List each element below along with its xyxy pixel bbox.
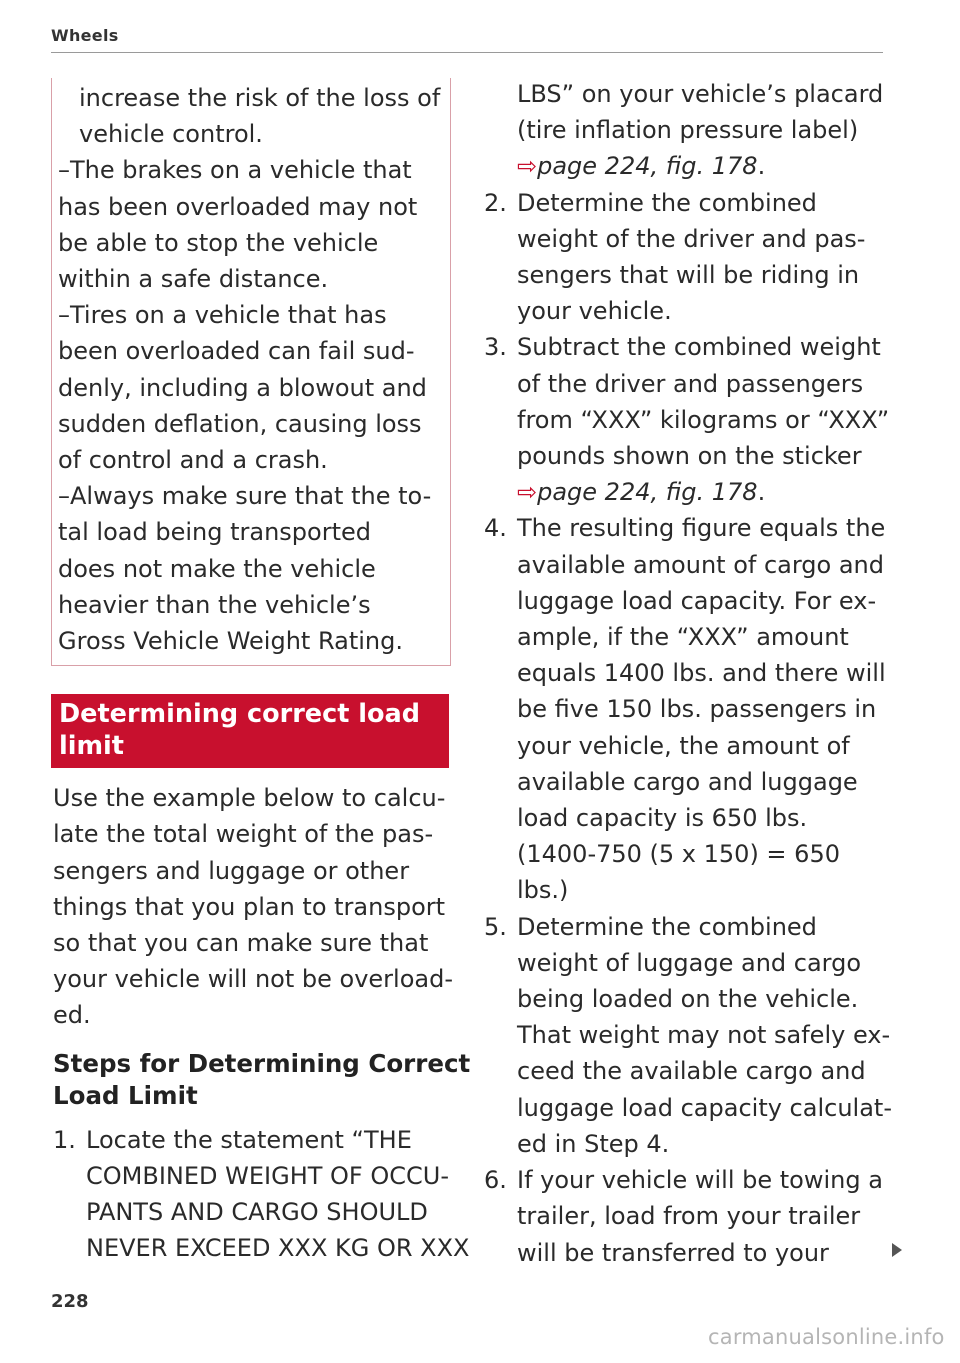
page-reference-text: page 224, fig. 178 bbox=[537, 478, 758, 507]
warning-item-line: –Tires on a vehicle that has bbox=[58, 301, 387, 330]
step-line: load capacity is 650 lbs. bbox=[517, 804, 808, 833]
step-1-continued bbox=[484, 76, 904, 185]
step-line: available amount of cargo and bbox=[517, 550, 884, 579]
step-line: The resulting figure equals the bbox=[517, 514, 886, 543]
warning-item-brakes bbox=[52, 152, 450, 297]
warning-item-line: –Always make sure that the to- bbox=[58, 482, 432, 511]
paragraph-line: late the total weight of the pas- bbox=[53, 820, 434, 849]
arrow-right-icon: ⇨ bbox=[517, 478, 538, 507]
page-reference[interactable] bbox=[517, 474, 904, 510]
step-number: 4. bbox=[484, 514, 507, 543]
paragraph-line: Use the example below to calcu- bbox=[53, 784, 446, 813]
warning-item-line: of control and a crash. bbox=[58, 446, 328, 475]
warning-item-line: been overloaded can fail sud- bbox=[58, 337, 415, 366]
step-line: ceed the available cargo and bbox=[517, 1057, 866, 1086]
step-item-2 bbox=[484, 185, 904, 330]
watermark: carmanualsonline.info bbox=[708, 1325, 945, 1349]
warning-item-line: denly, including a blowout and bbox=[58, 373, 427, 402]
running-header: Wheels bbox=[51, 26, 119, 45]
warning-text-line: vehicle control. bbox=[79, 120, 263, 149]
step-line: luggage load capacity. For ex- bbox=[517, 586, 877, 615]
step-line: of the driver and passengers bbox=[517, 369, 864, 398]
step-line: (1400-750 (5 x 150) = 650 bbox=[517, 840, 840, 869]
step-line: weight of luggage and cargo bbox=[517, 948, 862, 977]
step-line: NEVER EXCEED XXX KG OR XXX bbox=[86, 1234, 470, 1263]
step-line: from “XXX” kilograms or “XXX” bbox=[517, 405, 890, 434]
step-line: LBS” on your vehicle’s placard bbox=[517, 80, 884, 108]
section-heading-line: limit bbox=[59, 731, 124, 762]
warning-item-line: has been overloaded may not bbox=[58, 192, 418, 221]
step-line: ed in Step 4. bbox=[517, 1129, 670, 1158]
step-line: your vehicle. bbox=[517, 297, 672, 326]
warning-box bbox=[51, 78, 451, 666]
step-line: will be transferred to your bbox=[517, 1238, 829, 1267]
step-number: 3. bbox=[484, 333, 507, 362]
step-line: Subtract the combined weight bbox=[517, 333, 881, 362]
warning-item-line: –The brakes on a vehicle that bbox=[58, 156, 412, 185]
subheading-line: Load Limit bbox=[53, 1080, 198, 1110]
warning-item-line: heavier than the vehicle’s bbox=[58, 590, 371, 619]
page-number: 228 bbox=[51, 1291, 89, 1312]
paragraph-line: your vehicle will not be overload- bbox=[53, 965, 453, 994]
left-column bbox=[53, 78, 471, 1266]
step-number: 2. bbox=[484, 188, 507, 217]
warning-text-line: increase the risk of the loss of bbox=[79, 84, 441, 112]
paragraph-line: sengers and luggage or other bbox=[53, 856, 410, 885]
step-line: trailer, load from your trailer bbox=[517, 1202, 861, 1231]
step-line: COMBINED WEIGHT OF OCCU- bbox=[86, 1161, 449, 1190]
punctuation: . bbox=[757, 478, 766, 507]
punctuation: . bbox=[757, 152, 766, 181]
intro-paragraph bbox=[53, 780, 453, 1033]
step-line: ample, if the “XXX” amount bbox=[517, 623, 849, 652]
paragraph-line: so that you can make sure that bbox=[53, 929, 429, 958]
step-line: Determine the combined bbox=[517, 188, 817, 217]
warning-item-total-load bbox=[52, 478, 450, 659]
step-number: 6. bbox=[484, 1166, 507, 1195]
step-line: being loaded on the vehicle. bbox=[517, 985, 859, 1014]
step-line: available cargo and luggage bbox=[517, 767, 858, 796]
right-column bbox=[484, 76, 904, 1271]
arrow-right-icon: ⇨ bbox=[517, 152, 538, 181]
header-divider bbox=[51, 52, 883, 53]
page-reference[interactable] bbox=[517, 148, 904, 184]
step-line: Determine the combined bbox=[517, 912, 817, 941]
step-line: your vehicle, the amount of bbox=[517, 731, 850, 760]
step-line: That weight may not safely ex- bbox=[517, 1021, 891, 1050]
step-line: pounds shown on the sticker bbox=[517, 442, 862, 471]
steps-list-right bbox=[484, 185, 904, 1271]
step-line: luggage load capacity calculat- bbox=[517, 1093, 892, 1122]
step-line: lbs.) bbox=[517, 876, 569, 905]
paragraph-line: ed. bbox=[53, 1001, 91, 1030]
step-number: 5. bbox=[484, 912, 507, 941]
step-line: sengers that will be riding in bbox=[517, 261, 860, 290]
section-heading-line: Determining correct load bbox=[59, 699, 420, 730]
section-heading bbox=[51, 694, 449, 768]
step-item-6 bbox=[484, 1162, 904, 1271]
step-line: PANTS AND CARGO SHOULD bbox=[86, 1198, 428, 1227]
subheading bbox=[53, 1048, 471, 1112]
step-line: Locate the statement “THE bbox=[86, 1125, 412, 1154]
step-item-3 bbox=[484, 329, 904, 510]
step-item-5 bbox=[484, 909, 904, 1162]
page-reference-text: page 224, fig. 178 bbox=[537, 152, 758, 181]
step-line: weight of the driver and pas- bbox=[517, 224, 866, 253]
step-line: If your vehicle will be towing a bbox=[517, 1166, 883, 1195]
step-number: 1. bbox=[53, 1125, 76, 1154]
warning-item-line: be able to stop the vehicle bbox=[58, 228, 379, 257]
subheading-line: Steps for Determining Correct bbox=[53, 1048, 471, 1078]
warning-item-line: Gross Vehicle Weight Rating. bbox=[58, 627, 403, 656]
warning-item-line: tal load being transported bbox=[58, 518, 371, 547]
step-line: (tire inflation pressure label) bbox=[517, 116, 859, 145]
paragraph-line: things that you plan to transport bbox=[53, 892, 446, 921]
warning-item-line: sudden deflation, causing loss bbox=[58, 409, 422, 438]
triangle-right-icon bbox=[892, 1243, 902, 1257]
steps-list-left bbox=[53, 1122, 470, 1267]
step-line: be five 150 lbs. passengers in bbox=[517, 695, 877, 724]
step-item-4 bbox=[484, 510, 904, 908]
warning-item-tires bbox=[52, 297, 450, 478]
step-item-1 bbox=[53, 1122, 470, 1267]
warning-item-line: within a safe distance. bbox=[58, 265, 329, 294]
warning-item-line: does not make the vehicle bbox=[58, 554, 376, 583]
step-line: equals 1400 lbs. and there will bbox=[517, 659, 886, 688]
